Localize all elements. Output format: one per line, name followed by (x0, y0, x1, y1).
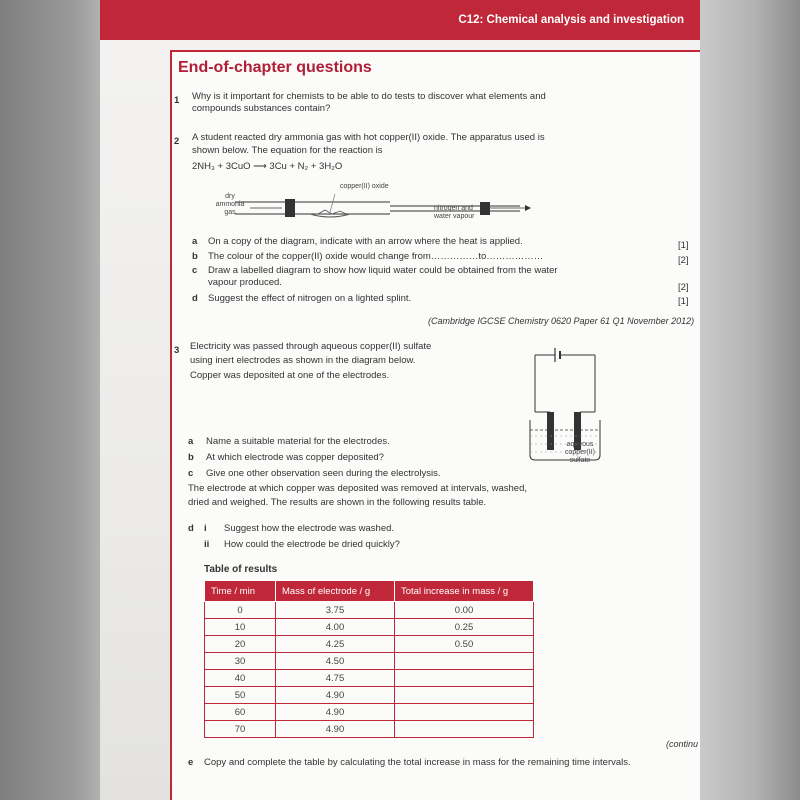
label-nitrogen-water: nitrogen and water vapour (434, 205, 475, 220)
question-1-number: 1 (174, 95, 180, 106)
photo-background-right (688, 0, 800, 800)
chapter-title: C12: Chemical analysis and investigation (458, 14, 684, 26)
q2-part-a-mark: [1] (678, 240, 689, 251)
cell-mass: 4.90 (276, 721, 395, 738)
cell-total-increase (395, 687, 534, 704)
cell-total-increase (395, 670, 534, 687)
cell-time: 20 (205, 636, 276, 653)
q3-part-b-text: At which electrode was copper deposited? (206, 452, 384, 463)
q2-part-b-label: b (192, 251, 198, 262)
section-title: End-of-chapter questions (178, 59, 372, 76)
q2-part-c-text: Draw a labelled diagram to show how liquid water could be obtained from the water (208, 265, 558, 276)
q2-part-a-label: a (192, 236, 198, 247)
question-2-intro-1: A student reacted dry ammonia gas with hot copper(II) oxide. The apparatus used is (192, 132, 545, 143)
cell-time: 30 (205, 653, 276, 670)
cell-total-increase: 0.50 (395, 636, 534, 653)
cell-total-increase (395, 721, 534, 738)
q2-part-c-mark: [2] (678, 282, 689, 293)
cell-mass: 4.25 (276, 636, 395, 653)
label-aqueous-copper-sulfate: aqueous copper(II) sulfate (565, 441, 595, 464)
label-copper-oxide: copper(II) oxide (340, 183, 389, 190)
cell-total-increase (395, 653, 534, 670)
cell-time: 10 (205, 619, 276, 636)
q3-part-d-ii-text: How could the electrode be dried quickly? (224, 539, 400, 550)
q2-source: (Cambridge IGCSE Chemistry 0620 Paper 61 Q1 November 2012) (428, 316, 695, 326)
q2-part-c-text-2: vapour produced. (208, 277, 282, 288)
label-dry-ammonia: dry ammonia gas (215, 193, 245, 216)
cell-time: 0 (205, 602, 276, 619)
q3-part-d-i-text: Suggest how the electrode was washed. (224, 523, 395, 534)
q3-part-e-text: Copy and complete the table by calculating the total increase in mass for the remaining time intervals. (204, 757, 631, 768)
table-row (205, 687, 534, 704)
q3-part-d-i-label: i (204, 523, 207, 534)
q2-part-a-text: On a copy of the diagram, indicate with an arrow where the heat is applied. (208, 236, 523, 247)
table-row (205, 619, 534, 636)
q2-part-d-text: Suggest the effect of nitrogen on a lighted splint. (208, 293, 412, 304)
q2-part-b-mark: [2] (678, 255, 689, 266)
header-total-increase: Total increase in mass / g (395, 581, 534, 602)
q3-part-c-label: c (188, 468, 194, 479)
q2-part-c-label: c (192, 265, 198, 276)
table-title: Table of results (204, 564, 278, 575)
q3-part-b-label: b (188, 452, 194, 463)
table-row (205, 636, 534, 653)
header-mass: Mass of electrode / g (276, 581, 395, 602)
q3-paragraph-1: The electrode at which copper was deposited was removed at intervals, washed, (188, 483, 528, 494)
results-table (204, 580, 534, 738)
photo-background-left (0, 0, 108, 800)
cell-mass: 4.00 (276, 619, 395, 636)
header-time: Time / min (205, 581, 276, 602)
cell-time: 60 (205, 704, 276, 721)
q3-part-a-label: a (188, 436, 194, 447)
question-3-intro-2: using inert electrodes as shown in the diagram below. (190, 355, 416, 366)
q2-part-d-label: d (192, 293, 198, 304)
q3-part-c-text: Give one other observation seen during the electrolysis. (206, 468, 441, 479)
cell-mass: 4.50 (276, 653, 395, 670)
question-3-intro-1: Electricity was passed through aqueous copper(II) sulfate (190, 341, 432, 352)
question-2-intro-2: shown below. The equation for the reaction is (192, 145, 383, 156)
question-3-number: 3 (174, 345, 180, 356)
cell-mass: 4.75 (276, 670, 395, 687)
question-2-equation: 2NH₃ + 3CuO ⟶ 3Cu + N₂ + 3H₂O (192, 161, 343, 172)
q3-paragraph-2: dried and weighed. The results are shown in the following results table. (188, 497, 487, 508)
question-3-intro-3: Copper was deposited at one of the electrodes. (190, 370, 390, 381)
q3-part-a-text: Name a suitable material for the electrodes. (206, 436, 390, 447)
question-2-number: 2 (174, 136, 180, 147)
cell-time: 70 (205, 721, 276, 738)
table-row (205, 653, 534, 670)
q3-part-d-label: d (188, 523, 194, 534)
q3-part-e-label: e (188, 757, 194, 768)
table-header-row (205, 581, 534, 602)
q3-part-d-ii-label: ii (204, 539, 210, 550)
q2-part-b-text: The colour of the copper(II) oxide would change from……………to……………… (208, 251, 544, 262)
cell-time: 40 (205, 670, 276, 687)
table-row (205, 670, 534, 687)
cell-time: 50 (205, 687, 276, 704)
cell-total-increase: 0.25 (395, 619, 534, 636)
question-1-text: Why is it important for chemists to be able to do tests to discover what elements and compounds substances contain? (192, 91, 546, 114)
cell-mass: 3.75 (276, 602, 395, 619)
table-row (205, 721, 534, 738)
continued-note: (continu (666, 739, 699, 749)
q2-part-d-mark: [1] (678, 296, 689, 307)
table-row (205, 704, 534, 721)
cell-total-increase: 0.00 (395, 602, 534, 619)
textbook-page (100, 0, 700, 800)
cell-total-increase (395, 704, 534, 721)
table-row (205, 602, 534, 619)
cell-mass: 4.90 (276, 704, 395, 721)
cell-mass: 4.90 (276, 687, 395, 704)
